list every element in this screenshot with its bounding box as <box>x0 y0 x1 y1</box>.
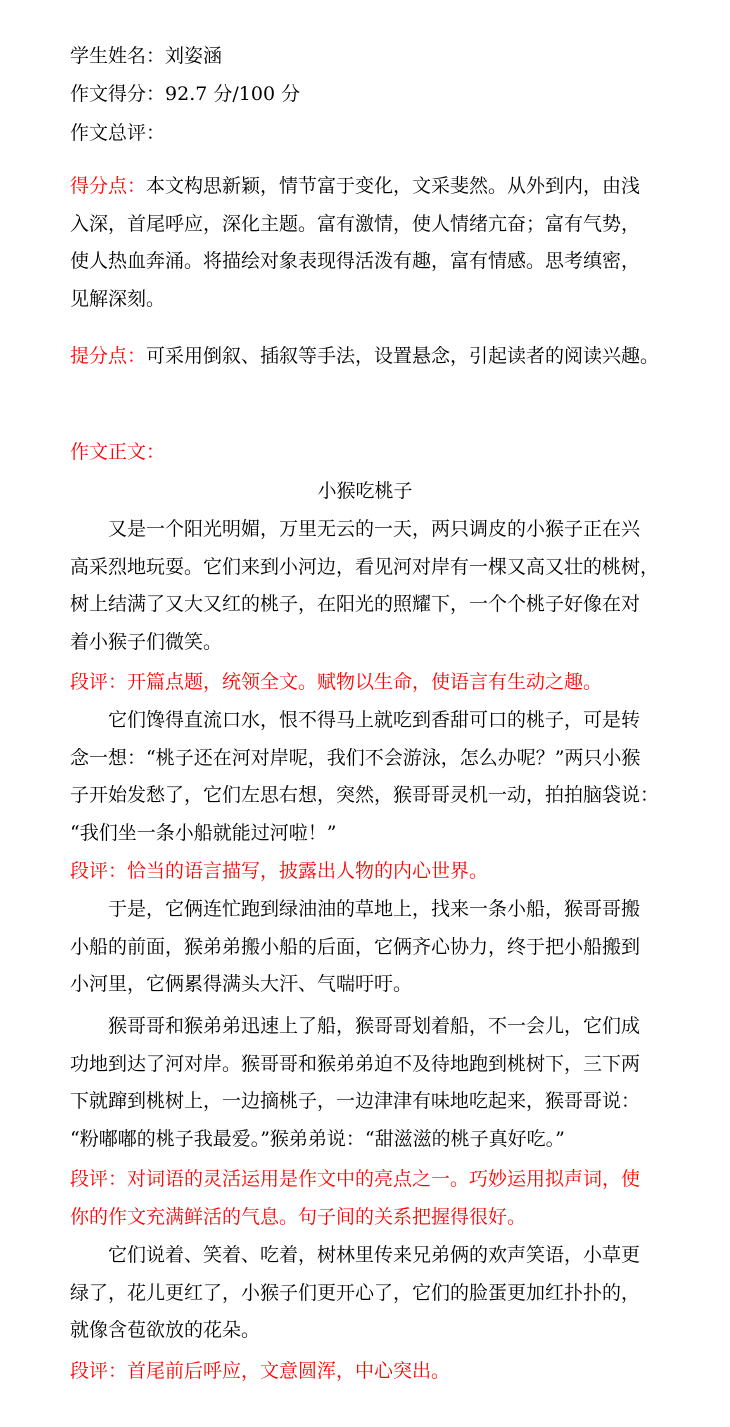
essay-line: 功地到达了河对岸。猴哥哥和猴弟弟迫不及待地跑到桃树下，三下两 <box>70 1052 641 1075</box>
essay-line: 于是，它俩连忙跑到绿油油的草地上，找来一条小船，猴哥哥搬 <box>70 898 641 920</box>
essay-line: 又是一个阳光明媚，万里无云的一天，两只调皮的小猴子正在兴 <box>70 518 641 540</box>
essay-section-heading: 作文正文： <box>70 441 166 463</box>
merit-line: 本文构思新颖，情节富于变化，文采斐然。从外到内，由浅 <box>146 175 641 197</box>
essay-title: 小猴吃桃子 <box>317 480 413 502</box>
essay-line: 树上结满了又大又红的桃子，在阳光的照耀下，一个个桃子好像在对 <box>70 593 641 615</box>
essay-line: 就像含苞欲放的花朵。 <box>70 1319 261 1341</box>
comment-line: 对词语的灵活运用是作文中的亮点之一。巧妙运用拟声词，使 <box>127 1168 641 1190</box>
essay-line: 它们馋得直流口水，恨不得马上就吃到香甜可口的桃子，可是转 <box>70 709 641 731</box>
essay-score-label: 作文得分： <box>70 83 166 105</box>
essay-line: 它们说着、笑着、吃着，树林里传来兄弟俩的欢声笑语，小草更 <box>70 1244 641 1266</box>
paragraph-comment-2 <box>70 853 670 891</box>
essay-line: 绿了，花儿更红了，小猴子们更开心了，它们的脸蛋更加红扑扑的， <box>70 1281 641 1304</box>
overall-review-heading: 作文总评： <box>70 122 166 144</box>
merit-label: 得分点： <box>70 175 147 197</box>
comment-label: 段评： <box>70 1168 128 1190</box>
comment-line: 你的作文充满鲜活的气息。句子间的关系把握得很好。 <box>70 1205 527 1228</box>
paragraph-comment-1 <box>70 664 670 702</box>
comment-label: 段评： <box>70 671 128 693</box>
paragraph-comment-3 <box>70 1161 670 1236</box>
essay-score-value: 92.7 分/100 分 <box>165 83 301 105</box>
essay-paragraph-4 <box>70 1008 670 1158</box>
essay-line: “我们坐一条小船就能过河啦！” <box>70 821 337 844</box>
essay-line: 猴哥哥和猴弟弟迅速上了船，猴哥哥划着船，不一会儿，它们成 <box>70 1015 641 1037</box>
merit-line: 见解深刻。 <box>70 287 166 310</box>
comment-line: 恰当的语言描写，披露出人物的内心世界。 <box>127 860 489 882</box>
comment-line: 开篇点题，统领全文。赋物以生命，使语言有生动之趣。 <box>127 671 603 693</box>
comment-label: 段评： <box>70 1360 128 1382</box>
essay-line: 念一想：“桃子还在河对岸呢，我们不会游泳，怎么办呢？”两只小猴 <box>70 746 641 769</box>
merit-line: 使人热血奔涌。将描绘对象表现得活泼有趣，富有情感。思考缜密， <box>70 250 641 272</box>
comment-label: 段评： <box>70 860 128 882</box>
student-name-value: 刘姿涵 <box>165 45 223 67</box>
essay-line: 小船的前面，猴弟弟搬小船的后面，它俩齐心协力，终于把小船搬到 <box>70 935 641 958</box>
improve-text: 可采用倒叙、插叙等手法，设置悬念，引起读者的阅读兴趣。 <box>146 345 660 367</box>
essay-line: 子开始发愁了，它们左思右想，突然，猴哥哥灵机一动，拍拍脑袋说： <box>70 784 660 806</box>
student-name-line <box>70 43 222 69</box>
essay-line: “粉嘟嘟的桃子我最爱。”猴弟弟说：“甜滋滋的桃子真好吃。” <box>70 1127 565 1150</box>
essay-paragraph-3 <box>70 891 670 1004</box>
essay-line: 下就蹿到桃树上，一边摘桃子，一边津津有味地吃起来，猴哥哥说： <box>70 1090 641 1112</box>
essay-paragraph-1 <box>70 511 670 661</box>
student-name-label: 学生姓名： <box>70 45 166 67</box>
comment-line: 首尾前后呼应，文意圆浑，中心突出。 <box>127 1360 451 1382</box>
merit-line: 入深，首尾呼应，深化主题。富有激情，使人情绪亢奋；富有气势， <box>70 212 641 235</box>
essay-line: 着小猴子们微笑。 <box>70 630 223 653</box>
essay-paragraph-5 <box>70 1237 670 1350</box>
improve-label: 提分点： <box>70 345 147 367</box>
essay-score-line <box>70 81 300 107</box>
paragraph-comment-4 <box>70 1353 670 1391</box>
merit-paragraph <box>70 168 670 318</box>
essay-line: 高采烈地玩耍。它们来到小河边，看见河对岸有一棵又高又壮的桃树， <box>70 555 660 578</box>
essay-line: 小河里，它俩累得满头大汗、气喘吁吁。 <box>70 973 413 995</box>
improve-paragraph <box>70 338 670 376</box>
essay-paragraph-2 <box>70 702 670 852</box>
